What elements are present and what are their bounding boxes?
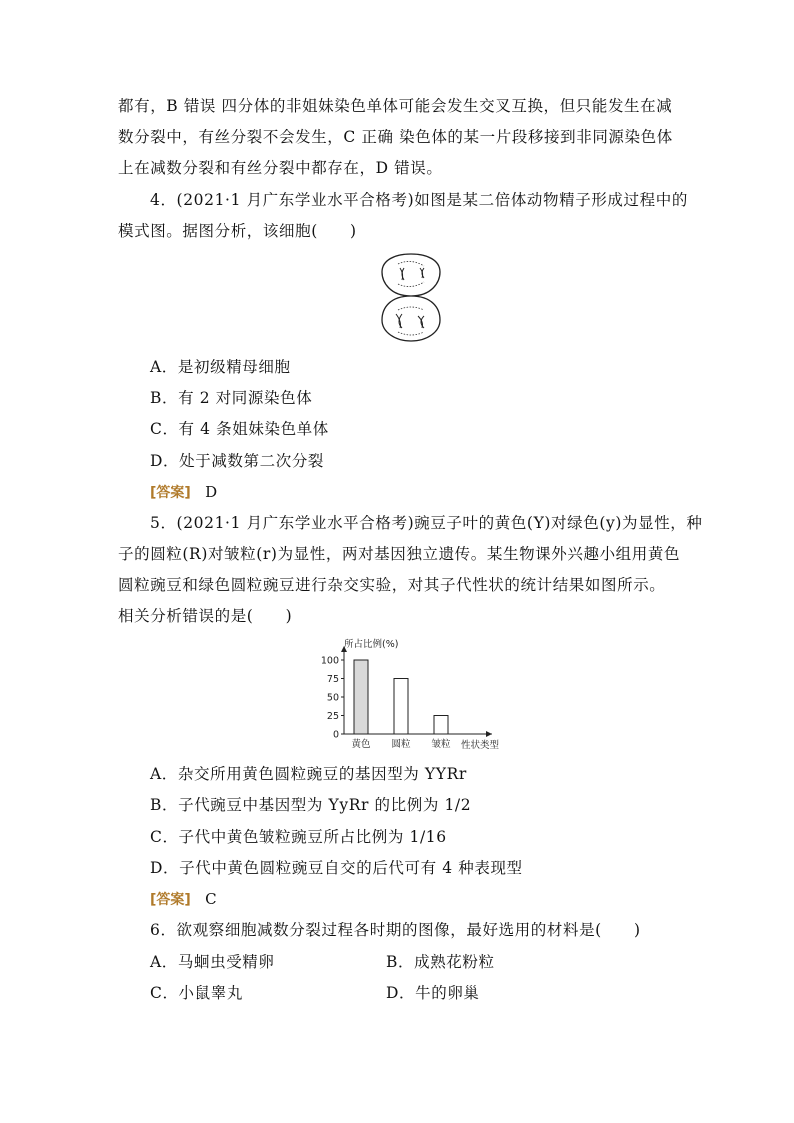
- bar-chart: [312, 636, 512, 754]
- y-axis-label: 所占比例(%): [344, 639, 399, 650]
- x-tick-label: 圆粒: [391, 739, 411, 750]
- q5-stem-line-3: 圆粒豌豆和绿色圆粒豌豆进行杂交实验，对其子代性状的统计结果如图所示。: [118, 576, 666, 594]
- q5-stem-line-2: 子的圆粒(R)对皱粒(r)为显性，两对基因独立遗传。某生物课外兴趣小组用黄色: [118, 545, 681, 563]
- q4-answer-label: [答案]: [150, 485, 191, 501]
- y-tick-label: 75: [326, 674, 339, 685]
- cell-diagram: [378, 252, 444, 344]
- q6-stem: 6．欲观察细胞减数分裂过程各时期的图像，最好选用的材料是( ): [150, 921, 641, 939]
- q4-option-c: C．有 4 条姐妹染色单体: [150, 420, 329, 438]
- y-tick-label: 0: [332, 729, 339, 741]
- explanation-line-3: 上在减数分裂和有丝分裂中都存在，D 错误。: [118, 159, 443, 177]
- explanation-line-2: 数分裂中，有丝分裂不会发生，C 正确 染色体的某一片段移接到非同源染色体: [118, 128, 673, 146]
- q4-option-d: D．处于减数第二次分裂: [150, 452, 325, 470]
- bar-3: [434, 716, 448, 735]
- bar-1: [354, 660, 368, 734]
- q6-option-b: B．成熟花粉粒: [386, 953, 495, 971]
- cell-outline: [382, 254, 440, 341]
- q6-option-d: D．牛的卵巢: [386, 984, 480, 1002]
- q5-stem-line-4: 相关分析错误的是( ): [118, 607, 293, 625]
- q4-answer: [150, 482, 217, 503]
- y-tick-label: 25: [326, 711, 339, 722]
- q5-option-a: A．杂交所用黄色圆粒豌豆的基因型为 YYRr: [150, 765, 467, 783]
- q5-answer-value: C: [205, 890, 217, 908]
- q5-option-d: D．子代中黄色圆粒豌豆自交的后代可有 4 种表现型: [150, 859, 523, 877]
- q5-option-c: C．子代中黄色皱粒豌豆所占比例为 1/16: [150, 828, 447, 846]
- q4-stem-line-1: 4．(2021·1 月广东学业水平合格考)如图是某二倍体动物精子形成过程中的: [150, 191, 688, 209]
- y-tick-label: 50: [326, 692, 339, 704]
- x-axis-arrow: [486, 731, 492, 737]
- bar-2: [394, 679, 408, 735]
- q6-option-c: C．小鼠睾丸: [150, 984, 243, 1002]
- q4-stem-line-2: 模式图。据图分析，该细胞( ): [118, 222, 357, 240]
- explanation-line-1: 都有，B 错误 四分体的非姐妹染色单体可能会发生交叉互换，但只能发生在减: [118, 97, 673, 115]
- q4-option-b: B．有 2 对同源染色体: [150, 389, 313, 407]
- q5-stem-line-1: 5．(2021·1 月广东学业水平合格考)豌豆子叶的黄色(Y)对绿色(y)为显性，种: [150, 514, 703, 532]
- q5-option-b: B．子代豌豆中基因型为 YyRr 的比例为 1/2: [150, 796, 472, 814]
- q4-answer-value: D: [205, 483, 218, 501]
- x-axis-label: 性状类型: [460, 740, 500, 751]
- y-tick-label: 100: [320, 655, 339, 667]
- q4-option-a: A．是初级精母细胞: [150, 358, 291, 376]
- q6-option-a: A．马蛔虫受精卵: [150, 953, 275, 971]
- x-tick-label: 黄色: [351, 739, 371, 750]
- x-tick-label: 皱粒: [431, 739, 451, 750]
- q5-answer: [150, 889, 217, 910]
- q5-answer-label: [答案]: [150, 892, 191, 908]
